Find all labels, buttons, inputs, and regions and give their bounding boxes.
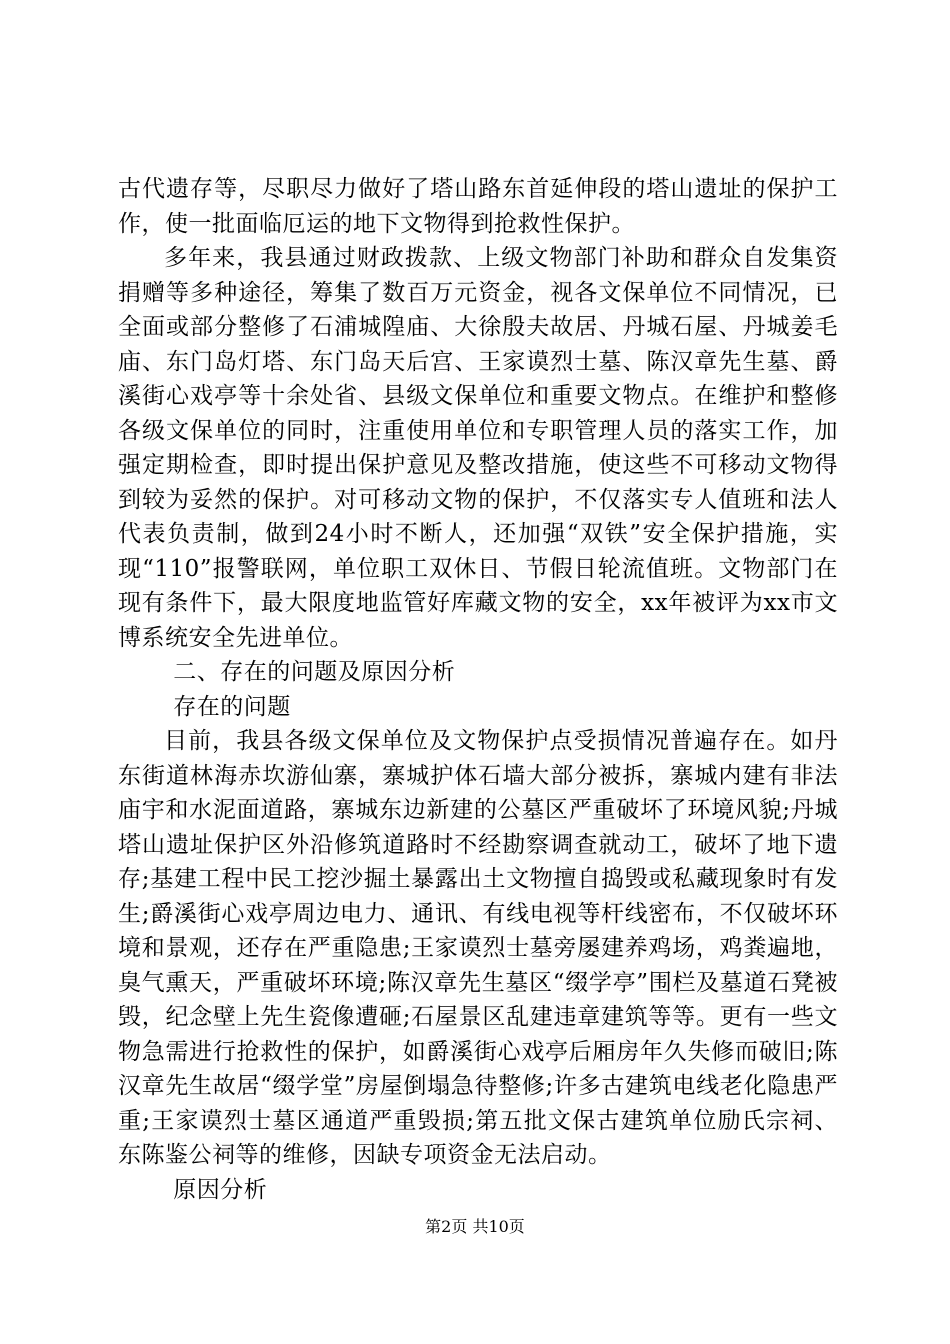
subheading-cause-analysis: 原因分析	[173, 1176, 268, 1203]
section-heading-problems: 二、存在的问题及原因分析	[173, 659, 456, 685]
subheading-existing-problems: 存在的问题	[173, 693, 291, 720]
paragraph-continuation: 古代遗存等，尽职尽力做好了塔山路东首延伸段的塔山遗址的保护工作，使一批面临厄运的地下文物得到抢救性保护。	[118, 176, 838, 237]
paragraph-problems: 目前，我县各级文保单位及文物保护点受损情况普遍存在。如丹东街道林海赤坎游仙寨，寨城护体石墙大部分被拆，寨城内建有非法庙宇和水泥面道路，寨城东边新建的公墓区严重破坏了环境风貌;丹城塔山遗址保护区外沿修筑道路时不经勘察调查就动工，破坏了地下遗存;基建工程中民工挖沙掘土暴露出土文物擅自捣毁或私藏现象时有发生;爵溪街心戏亭周边电力、通讯、有线电视等杆线密布，不仅破坏环境和景观，还存在严重隐患;王家谟烈士墓旁屡建养鸡场，鸡粪遍地，臭气熏天，严重破坏环境;陈汉章先生墓区“缀学亭”围栏及墓道石凳被毁，纪念壁上先生瓷像遭砸;石屋景区乱建违章建筑等等。更有一些文物急需进行抢救性的保护，如爵溪街心戏亭后厢房年久失修而破旧;陈汉章先生故居“缀学堂”房屋倒塌急待整修;许多古建筑电线老化隐患严重;王家谟烈士墓区通道严重毁损;第五批文保古建筑单位励氏宗祠、东陈鉴公祠等的维修，因缺专项资金无法启动。	[118, 728, 838, 1168]
document-body	[118, 172, 838, 1207]
page-footer: 第2页 共10页	[425, 1217, 525, 1236]
paragraph-funding: 多年来，我县通过财政拨款、上级文物部门补助和群众自发集资捐赠等多种途径，筹集了数百万元资金，视各文保单位不同情况，已全面或部分整修了石浦城隍庙、大徐殷夫故居、丹城石屋、丹城姜毛庙、东门岛灯塔、东门岛天后宫、王家谟烈士墓、陈汉章先生墓、爵溪街心戏亭等十余处省、县级文保单位和重要文物点。在维护和整修各级文保单位的同时，注重使用单位和专职管理人员的落实工作，加强定期检查，即时提出保护意见及整改措施，使这些不可移动文物得到较为妥然的保护。对可移动文物的保护，不仅落实专人值班和法人代表负责制，做到24小时不断人，还加强“双铁”安全保护措施，实现“110”报警联网，单位职工双休日、节假日轮流值班。文物部门在现有条件下，最大限度地监管好库藏文物的安全，xx年被评为xx市文博系统安全先进单位。	[118, 245, 838, 651]
